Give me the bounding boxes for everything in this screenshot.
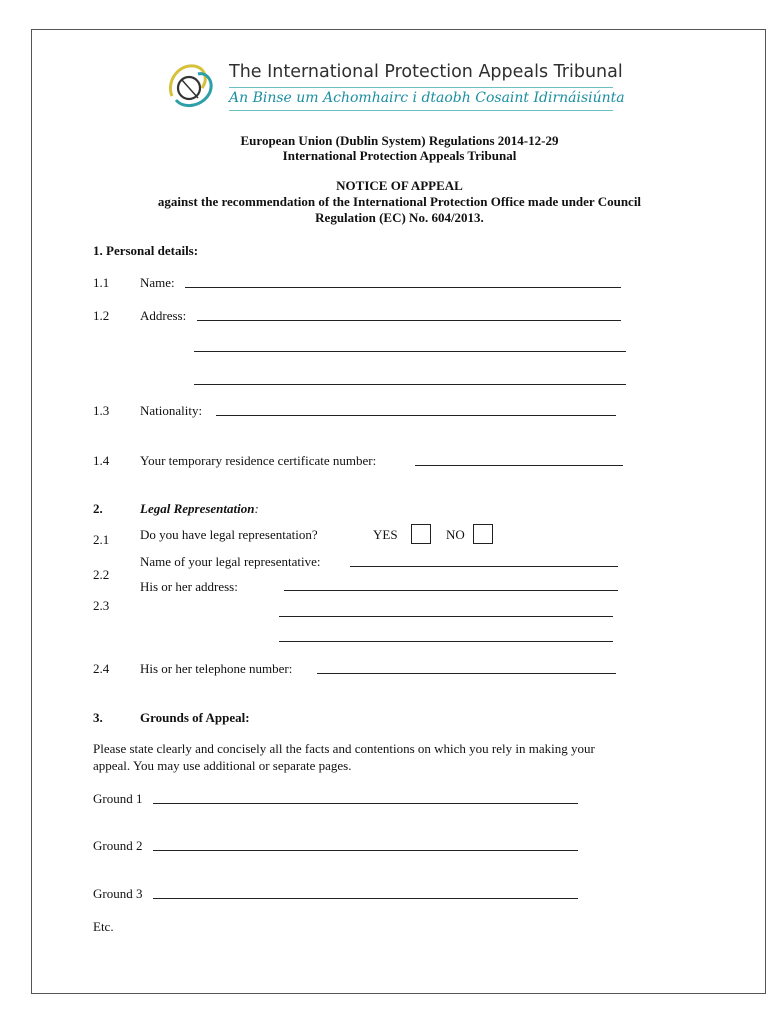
logo-subtitle: An Binse um Achomhairc i dtaobh Cosaint Idirnáisiúnta (229, 90, 625, 106)
representative-name-field[interactable] (350, 566, 618, 567)
representative-address-line-1[interactable] (284, 590, 618, 591)
etc-text: Etc. (93, 919, 114, 934)
item-number: 2.1 (93, 532, 110, 547)
no-checkbox[interactable] (473, 524, 493, 544)
item-number: 2.2 (93, 567, 110, 582)
representative-address-label: His or her address: (140, 579, 238, 594)
name-label: Name: (140, 275, 175, 290)
ground-3-field[interactable] (153, 898, 578, 899)
yes-checkbox[interactable] (411, 524, 431, 544)
representative-phone-field[interactable] (317, 673, 616, 674)
ground-1-label: Ground 1 (93, 791, 143, 806)
representative-address-line-2[interactable] (279, 616, 613, 617)
section-3-heading: Grounds of Appeal: (140, 710, 250, 725)
address-field-line-1[interactable] (197, 320, 621, 321)
yes-label: YES (373, 527, 398, 542)
residence-certificate-label: Your temporary residence certificate number: (140, 453, 377, 468)
ground-2-label: Ground 2 (93, 838, 143, 853)
item-number: 1.3 (93, 403, 110, 418)
logo-divider (229, 87, 613, 88)
nationality-field[interactable] (216, 415, 616, 416)
representative-address-line-3[interactable] (279, 641, 613, 642)
no-label: NO (446, 527, 465, 542)
item-number: 1.2 (93, 308, 110, 323)
item-number: 1.4 (93, 453, 110, 468)
nationality-label: Nationality: (140, 403, 203, 418)
name-field[interactable] (185, 287, 621, 288)
legal-representation-question: Do you have legal representation? (140, 527, 318, 542)
section-3-number: 3. (93, 710, 103, 725)
item-number: 1.1 (93, 275, 110, 290)
regulation-title: European Union (Dublin System) Regulations 2014-12-29 (240, 133, 559, 148)
grounds-instruction-line-2: appeal. You may use additional or separate pages. (93, 758, 352, 773)
ground-1-field[interactable] (153, 803, 578, 804)
logo-title: The International Protection Appeals Tribunal (229, 62, 623, 82)
notice-title: NOTICE OF APPEAL (336, 178, 463, 193)
section-2-number: 2. (93, 501, 103, 516)
logo-divider-bottom (229, 110, 613, 111)
against-line-1: against the recommendation of the International Protection Office made under Council (157, 194, 642, 209)
representative-phone-label: His or her telephone number: (140, 661, 293, 676)
item-number: 2.4 (93, 661, 110, 676)
item-number: 2.3 (93, 598, 110, 613)
section-1-heading: 1. Personal details: (93, 243, 199, 258)
tribunal-logo (162, 54, 222, 114)
tribunal-title: International Protection Appeals Tribunal (282, 148, 517, 163)
representative-name-label: Name of your legal representative: (140, 554, 321, 569)
ground-3-label: Ground 3 (93, 886, 143, 901)
grounds-instruction-line-1: Please state clearly and concisely all the facts and contentions on which you rely in making your (93, 741, 595, 756)
against-line-2: Regulation (EC) No. 604/2013. (315, 210, 484, 225)
form-page (31, 29, 766, 994)
logo-emblem-icon (162, 54, 222, 114)
address-label: Address: (140, 308, 187, 323)
ground-2-field[interactable] (153, 850, 578, 851)
address-field-line-2[interactable] (194, 351, 626, 352)
section-2-heading: Legal Representation: (140, 501, 259, 516)
residence-certificate-field[interactable] (415, 465, 623, 466)
address-field-line-3[interactable] (194, 384, 626, 385)
